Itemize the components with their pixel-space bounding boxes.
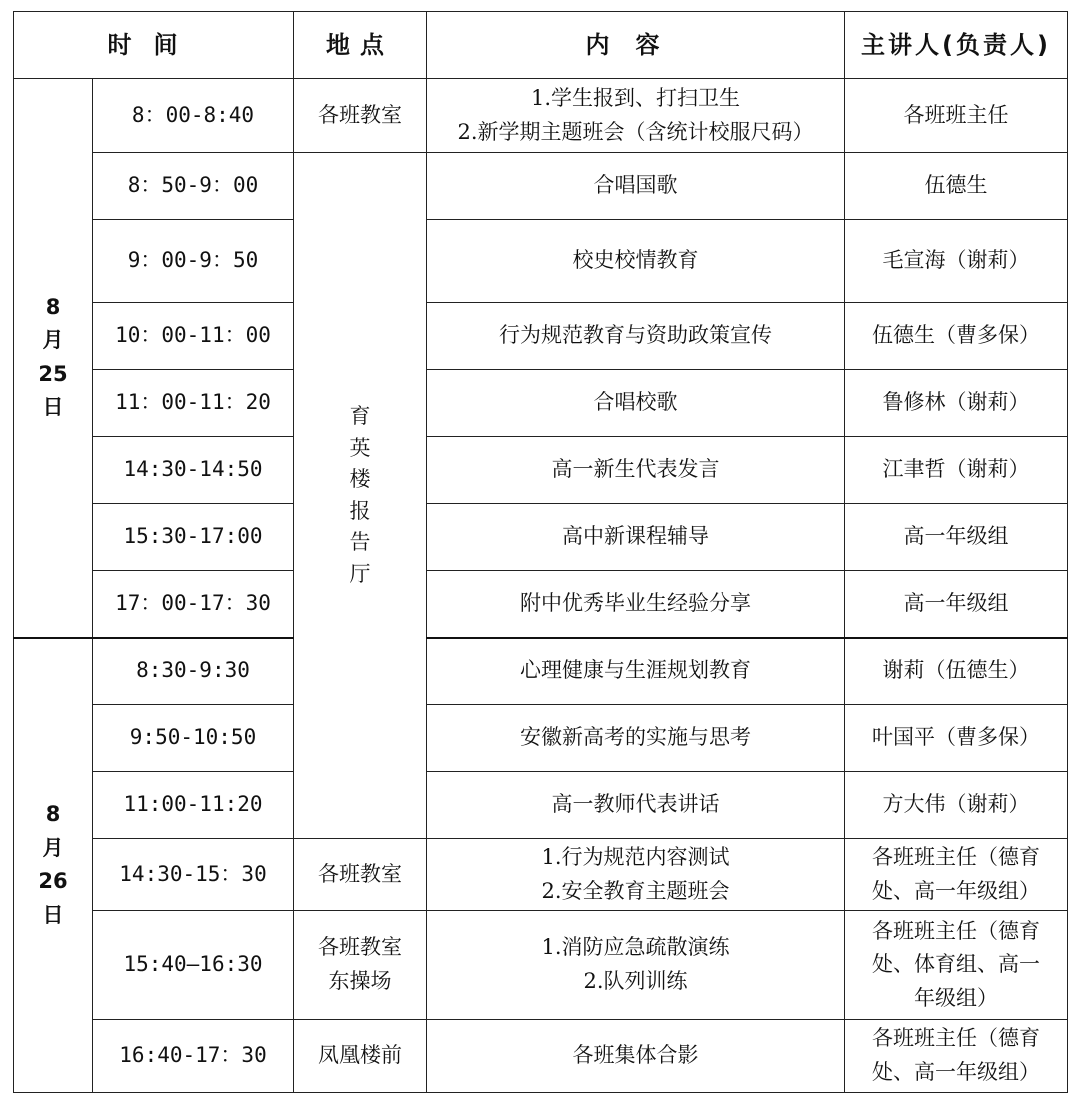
table-row [14,153,1068,220]
date-cell-day2 [14,638,93,1093]
speaker-line: 处、体育组、高一 [872,952,1040,977]
content-line: 2.新学期主题班会（含统计校服尺码） [457,119,814,144]
place-char: 育 [349,404,371,428]
time-cell: 9:50-10:50 [93,705,294,772]
table-row [14,79,1068,153]
content-cell: 校史校情教育 [427,220,845,303]
content-cell: 合唱校歌 [427,370,845,437]
place-cell [294,911,427,1020]
content-cell: 安徽新高考的实施与思考 [427,705,845,772]
place-cell: 各班教室 [294,79,427,153]
table-row [14,571,1068,638]
time-cell: 14:30-15：30 [93,839,294,911]
content-line: 2.安全教育主题班会 [541,878,730,903]
time-cell: 16:40-17：30 [93,1020,294,1093]
schedule-table [13,11,1068,1093]
content-cell: 各班集体合影 [427,1020,845,1093]
table-row [14,220,1068,303]
speaker-cell: 伍德生（曹多保） [845,303,1068,370]
content-cell: 行为规范教育与资助政策宣传 [427,303,845,370]
place-line: 东操场 [328,969,392,993]
content-line: 1.行为规范内容测试 [541,844,730,869]
header-row [14,12,1068,79]
speaker-cell: 高一年级组 [845,504,1068,571]
content-line: 2.队列训练 [583,969,688,993]
speaker-cell: 谢莉（伍德生） [845,638,1068,705]
date-cell-day1 [14,79,93,638]
content-cell: 心理健康与生涯规划教育 [427,638,845,705]
content-cell [427,839,845,911]
table-row [14,1020,1068,1093]
header-content: 内容 [427,12,845,79]
time-cell: 10：00-11：00 [93,303,294,370]
content-line: 1.消防应急疏散演练 [541,935,730,960]
speaker-cell [845,1020,1068,1093]
place-char: 英 [349,435,371,460]
speaker-cell [845,911,1068,1020]
time-cell: 9：00-9：50 [93,220,294,303]
place-char: 楼 [349,467,371,491]
table-row [14,839,1068,911]
place-cell-auditorium [294,153,427,839]
table-row [14,437,1068,504]
table-row [14,370,1068,437]
speaker-cell: 毛宣海（谢莉） [845,220,1068,303]
table-row [14,911,1068,1020]
time-cell: 15:30-17:00 [93,504,294,571]
place-char: 告 [349,530,371,554]
table-row [14,772,1068,839]
speaker-cell: 伍德生 [845,153,1068,220]
content-line: 1.学生报到、打扫卫生 [530,85,741,110]
schedule-page [13,11,1068,1093]
table-row [14,705,1068,772]
header-time: 时间 [14,12,294,79]
table-row [14,303,1068,370]
date-part: 日 [42,902,64,927]
speaker-cell [845,839,1068,911]
speaker-cell: 方大伟（谢莉） [845,772,1068,839]
place-char: 厅 [349,561,371,586]
time-cell: 11:00-11:20 [93,772,294,839]
date-part: 月 [42,835,64,860]
content-cell: 高一教师代表讲话 [427,772,845,839]
speaker-cell: 高一年级组 [845,571,1068,638]
table-row [14,504,1068,571]
table-row [14,638,1068,705]
date-part: 日 [42,395,64,420]
header-speaker: 主讲人(负责人) [845,12,1068,79]
content-cell: 高中新课程辅导 [427,504,845,571]
speaker-line: 各班班主任（德育 [872,1026,1040,1051]
speaker-cell: 各班班主任 [845,79,1068,153]
place-cell: 各班教室 [294,839,427,911]
time-cell: 8：50-9：00 [93,153,294,220]
time-cell: 8:30-9:30 [93,638,294,705]
time-cell: 11：00-11：20 [93,370,294,437]
content-cell: 高一新生代表发言 [427,437,845,504]
speaker-line: 处、高一年级组） [872,878,1040,903]
speaker-line: 各班班主任（德育 [872,918,1040,943]
time-cell: 8：00-8:40 [93,79,294,153]
time-cell: 14:30-14:50 [93,437,294,504]
content-cell [427,79,845,153]
date-part: 8 [45,294,61,319]
date-part: 25 [38,361,68,386]
place-cell: 凤凰楼前 [294,1020,427,1093]
time-cell: 15:40—16:30 [93,911,294,1020]
speaker-line: 年级组） [914,985,998,1010]
date-part: 月 [42,328,64,353]
content-cell: 合唱国歌 [427,153,845,220]
place-line: 各班教室 [318,935,402,960]
speaker-line: 处、高一年级组） [872,1060,1040,1084]
time-cell: 17：00-17：30 [93,571,294,638]
content-cell [427,911,845,1020]
speaker-line: 各班班主任（德育 [872,844,1040,869]
content-cell: 附中优秀毕业生经验分享 [427,571,845,638]
speaker-cell: 鲁修林（谢莉） [845,370,1068,437]
speaker-cell: 江聿哲（谢莉） [845,437,1068,504]
place-char: 报 [349,498,371,523]
header-place: 地点 [294,12,427,79]
speaker-cell: 叶国平（曹多保） [845,705,1068,772]
date-part: 26 [38,869,68,894]
date-part: 8 [45,802,61,827]
